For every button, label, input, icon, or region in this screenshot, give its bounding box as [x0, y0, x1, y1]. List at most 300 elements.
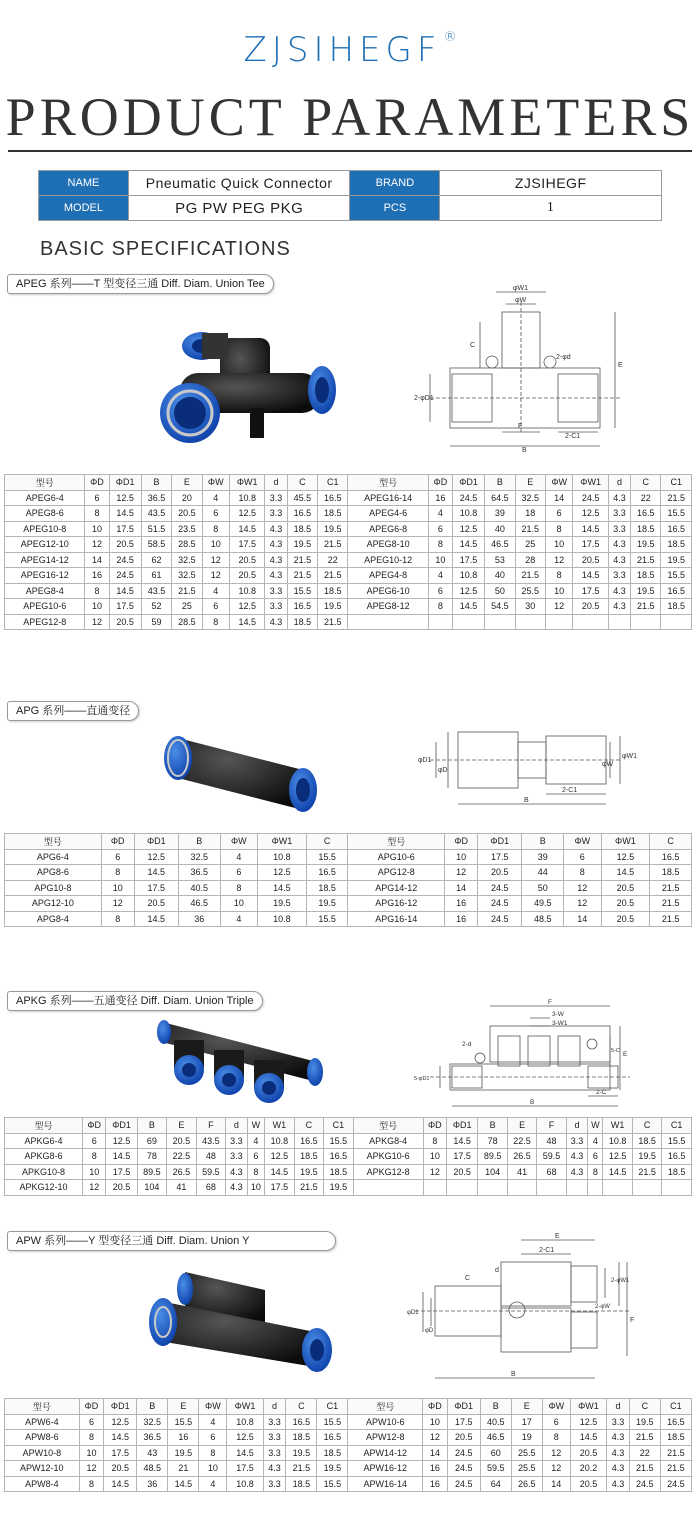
- table-cell: 20.5: [109, 614, 141, 630]
- table-cell: 20.5: [229, 568, 265, 584]
- table-cell: 4: [199, 1414, 227, 1430]
- apeg-header-cell: d: [608, 475, 630, 491]
- table-cell: 21.5: [650, 896, 692, 912]
- table-cell: 12.5: [570, 1414, 606, 1430]
- table-cell: APKG12-8: [353, 1164, 423, 1180]
- table-cell: 20.5: [109, 537, 141, 553]
- table-cell: [661, 614, 692, 630]
- table-cell: 40.5: [178, 880, 220, 896]
- apkg-header-cell: 型号: [353, 1118, 423, 1134]
- apw-header-cell: B: [137, 1399, 168, 1415]
- table-cell: 14.5: [601, 865, 650, 881]
- table-cell: 6: [79, 1414, 104, 1430]
- table-cell: 16: [445, 896, 478, 912]
- table-cell: 12.5: [134, 849, 178, 865]
- table-cell: 8: [199, 1445, 227, 1461]
- table-cell: 17.5: [229, 537, 265, 553]
- table-cell: 16: [428, 490, 452, 506]
- table-row: [5, 1461, 692, 1477]
- apeg-header-cell: B: [485, 475, 515, 491]
- table-cell: 4.3: [608, 537, 630, 553]
- apkg-header-cell: E: [507, 1118, 536, 1134]
- table-cell: 8: [542, 1430, 570, 1446]
- table-cell: 48.5: [522, 911, 564, 927]
- table-cell: 4.3: [226, 1180, 248, 1196]
- table-cell: 46.5: [480, 1430, 511, 1446]
- table-cell: 12: [202, 568, 229, 584]
- apeg-header-cell: C1: [318, 475, 348, 491]
- table-cell: 12: [445, 865, 478, 881]
- table-cell: 15.5: [287, 583, 317, 599]
- apw-header-cell: B: [480, 1399, 511, 1415]
- table-cell: 19.5: [317, 1461, 348, 1477]
- table-cell: 20.5: [167, 1133, 196, 1149]
- table-cell: 89.5: [137, 1164, 166, 1180]
- table-cell: 10: [220, 896, 258, 912]
- table-cell: 6: [101, 849, 134, 865]
- table-cell: 21.5: [515, 521, 545, 537]
- apg-header-cell: C: [650, 834, 692, 850]
- table-cell: 16.5: [324, 1149, 353, 1165]
- table-cell: 12: [542, 1445, 570, 1461]
- table-cell: APEG8-6: [5, 506, 85, 522]
- apw-header-cell: ΦW1: [227, 1399, 263, 1415]
- table-cell: 10.8: [227, 1414, 263, 1430]
- table-cell: 12.5: [227, 1430, 263, 1446]
- table-cell: 19.5: [286, 1445, 317, 1461]
- table-cell: 25: [172, 599, 202, 615]
- apeg-spec-table: [4, 474, 692, 630]
- brand-logo: [0, 30, 700, 70]
- table-row: [5, 896, 692, 912]
- table-cell: 15.5: [168, 1414, 199, 1430]
- table-cell: 6: [220, 865, 258, 881]
- table-cell: 14.5: [227, 1445, 263, 1461]
- table-cell: 36.5: [137, 1430, 168, 1446]
- table-cell: 78: [137, 1149, 166, 1165]
- table-cell: 14.5: [104, 1476, 137, 1492]
- table-cell: 16.5: [662, 1149, 692, 1165]
- table-cell: 14.5: [168, 1476, 199, 1492]
- table-cell: 14: [542, 1476, 570, 1492]
- table-cell: 6: [545, 506, 572, 522]
- table-cell: 20.5: [573, 599, 609, 615]
- table-cell: [447, 1180, 478, 1196]
- table-cell: 23.5: [172, 521, 202, 537]
- table-cell: 69: [137, 1133, 166, 1149]
- apeg-dim-f: F: [518, 423, 523, 430]
- table-cell: APEG6-8: [348, 521, 428, 537]
- table-cell: APG10-6: [348, 849, 445, 865]
- product-info-table: [38, 170, 662, 221]
- apeg-header-cell: B: [141, 475, 171, 491]
- table-cell: 24.5: [109, 552, 141, 568]
- apg-header-cell: ΦW: [564, 834, 602, 850]
- table-cell: 24.5: [452, 490, 484, 506]
- table-cell: 10: [83, 1164, 106, 1180]
- table-cell: 24.5: [660, 1476, 691, 1492]
- table-cell: 8: [247, 1164, 265, 1180]
- apkg-header-cell: C1: [324, 1118, 353, 1134]
- table-cell: 12.5: [601, 849, 650, 865]
- table-cell: 59.5: [480, 1461, 511, 1477]
- table-cell: 17.5: [106, 1164, 137, 1180]
- table-cell: 21: [168, 1461, 199, 1477]
- table-cell: 4: [247, 1133, 265, 1149]
- table-cell: 14.5: [229, 614, 265, 630]
- table-cell: 24.5: [478, 880, 522, 896]
- table-cell: 12.5: [258, 865, 307, 881]
- table-row: [5, 1133, 692, 1149]
- table-cell: 18.5: [632, 1133, 661, 1149]
- registered-mark: ®: [443, 30, 457, 45]
- apw-dim-c1: 2-C1: [539, 1247, 555, 1254]
- table-cell: 16.5: [306, 865, 348, 881]
- table-cell: 10.8: [229, 490, 265, 506]
- table-cell: APKG10-8: [5, 1164, 83, 1180]
- table-cell: APKG8-6: [5, 1149, 83, 1165]
- table-cell: 19.5: [318, 599, 348, 615]
- table-cell: 14.5: [134, 911, 178, 927]
- table-cell: 3.3: [608, 521, 630, 537]
- table-cell: 10.8: [452, 568, 484, 584]
- apw-dim-f: F: [630, 1317, 635, 1324]
- table-cell: 16.5: [286, 1414, 317, 1430]
- table-cell: 40: [485, 521, 515, 537]
- apeg-dim-b: B: [522, 447, 527, 454]
- table-cell: 4: [220, 849, 258, 865]
- table-cell: 20.5: [447, 1164, 478, 1180]
- table-cell: 22: [629, 1445, 660, 1461]
- table-cell: 4.3: [226, 1164, 248, 1180]
- table-cell: 18.5: [294, 1149, 323, 1165]
- apeg-header-cell: ΦW: [202, 475, 229, 491]
- apeg-dimension-diagram: [410, 282, 630, 454]
- table-cell: [631, 614, 661, 630]
- table-cell: [588, 1180, 603, 1196]
- apeg-header-cell: ΦD1: [109, 475, 141, 491]
- table-cell: 16: [423, 1461, 448, 1477]
- table-cell: 18.5: [631, 521, 661, 537]
- apg-header-cell: 型号: [348, 834, 445, 850]
- apkg-header-cell: d: [226, 1118, 248, 1134]
- apg-header-cell: 型号: [5, 834, 102, 850]
- apw-header-cell: 型号: [5, 1399, 80, 1415]
- table-cell: 18.5: [650, 865, 692, 881]
- table-cell: 32.5: [137, 1414, 168, 1430]
- apg-dim-d1: φD1: [418, 757, 432, 764]
- table-row: [5, 865, 692, 881]
- table-cell: 21.5: [318, 537, 348, 553]
- table-cell: APEG14-12: [5, 552, 85, 568]
- table-cell: 19.5: [287, 537, 317, 553]
- table-cell: 14.5: [106, 1149, 137, 1165]
- apeg-header-cell: 型号: [348, 475, 428, 491]
- table-cell: 18.5: [286, 1476, 317, 1492]
- table-cell: 14.5: [265, 1164, 294, 1180]
- apkg-header-cell: F: [196, 1118, 225, 1134]
- table-cell: 24.5: [478, 911, 522, 927]
- table-cell: 4.3: [608, 552, 630, 568]
- table-cell: 6: [588, 1149, 603, 1165]
- table-cell: [515, 614, 545, 630]
- table-row: [5, 1149, 692, 1165]
- table-cell: 30: [515, 599, 545, 615]
- table-cell: 61: [141, 568, 171, 584]
- apg-header-cell: ΦW: [220, 834, 258, 850]
- table-cell: 20.5: [447, 1430, 480, 1446]
- table-cell: 3.3: [265, 583, 287, 599]
- apg-dimension-diagram: [410, 720, 638, 810]
- table-cell: 20.5: [104, 1461, 137, 1477]
- apkg-header-cell: E: [167, 1118, 196, 1134]
- apw-dim-w: 2-φW: [595, 1304, 610, 1310]
- apw-dim-e: E: [555, 1233, 560, 1240]
- table-cell: 17.5: [447, 1414, 480, 1430]
- table-cell: APG6-4: [5, 849, 102, 865]
- table-cell: 68: [196, 1180, 225, 1196]
- apg-header-cell: B: [522, 834, 564, 850]
- apg-dim-w1: φW1: [622, 753, 638, 760]
- apw-header-cell: C: [286, 1399, 317, 1415]
- table-cell: 14: [545, 490, 572, 506]
- table-cell: 3.3: [263, 1430, 286, 1446]
- table-cell: APEG6-10: [348, 583, 428, 599]
- apkg-dim-f: F: [548, 999, 552, 1006]
- table-cell: 10: [423, 1414, 448, 1430]
- table-cell: 4: [428, 568, 452, 584]
- table-cell: [566, 1180, 588, 1196]
- apkg-header-cell: ΦD: [423, 1118, 446, 1134]
- table-cell: 4.3: [265, 568, 287, 584]
- table-cell: 32.5: [172, 552, 202, 568]
- table-cell: 24.5: [629, 1476, 660, 1492]
- table-cell: 17.5: [265, 1180, 294, 1196]
- apw-header-cell: ΦD: [423, 1399, 448, 1415]
- apeg-dim-e: E: [618, 362, 623, 369]
- table-cell: 18.5: [324, 1164, 353, 1180]
- table-cell: 25.5: [511, 1461, 542, 1477]
- table-cell: 4.3: [566, 1164, 588, 1180]
- table-cell: 12.5: [106, 1133, 137, 1149]
- table-cell: [632, 1180, 661, 1196]
- table-cell: 4.3: [607, 1445, 630, 1461]
- table-cell: 40.5: [480, 1414, 511, 1430]
- table-cell: 14.5: [573, 521, 609, 537]
- apg-dim-c1: 2-C1: [562, 787, 578, 794]
- table-cell: 3.3: [608, 506, 630, 522]
- apeg-header-cell: d: [265, 475, 287, 491]
- table-cell: 10: [423, 1149, 446, 1165]
- table-cell: APG8-4: [5, 911, 102, 927]
- table-cell: 18.5: [631, 568, 661, 584]
- table-cell: 12: [545, 552, 572, 568]
- table-cell: 8: [101, 865, 134, 881]
- apw-header-cell: ΦD1: [104, 1399, 137, 1415]
- table-cell: 10: [79, 1445, 104, 1461]
- table-cell: 21.5: [172, 583, 202, 599]
- apw-header-cell: d: [607, 1399, 630, 1415]
- table-cell: 4.3: [608, 490, 630, 506]
- table-cell: 28.5: [172, 614, 202, 630]
- name-value: Pneumatic Quick Connector: [128, 171, 350, 196]
- table-cell: APEG4-8: [348, 568, 428, 584]
- table-cell: 4: [220, 911, 258, 927]
- apeg-header-row: [5, 475, 692, 491]
- table-cell: 16: [445, 911, 478, 927]
- table-cell: 32.5: [178, 849, 220, 865]
- apkg-dim-d1: 5-φD1: [414, 1076, 430, 1082]
- table-cell: 25: [515, 537, 545, 553]
- table-cell: 14.5: [452, 537, 484, 553]
- table-cell: 20.5: [106, 1180, 137, 1196]
- table-cell: 15.5: [324, 1133, 353, 1149]
- table-cell: 4.3: [607, 1461, 630, 1477]
- table-cell: APW12-8: [348, 1430, 423, 1446]
- table-cell: 12: [423, 1164, 446, 1180]
- apeg-header-cell: C: [287, 475, 317, 491]
- apeg-header-cell: C1: [661, 475, 692, 491]
- apw-dim-dd: φD: [425, 1328, 434, 1334]
- apeg-dim-c1: 2-C1: [565, 433, 581, 440]
- table-cell: 40: [485, 568, 515, 584]
- apkg-header-cell: C1: [662, 1118, 692, 1134]
- table-cell: 18.5: [661, 599, 692, 615]
- table-row: [5, 1430, 692, 1446]
- apw-header-cell: C1: [317, 1399, 348, 1415]
- table-cell: 20.5: [570, 1476, 606, 1492]
- apeg-product-photo: [150, 318, 340, 453]
- table-cell: 20.5: [478, 865, 522, 881]
- table-cell: 12: [564, 880, 602, 896]
- table-cell: 10: [545, 583, 572, 599]
- table-cell: 14.5: [258, 880, 307, 896]
- table-cell: 104: [478, 1164, 507, 1180]
- table-cell: 18: [515, 506, 545, 522]
- apkg-dim-w1: 3-W1: [552, 1020, 568, 1027]
- apeg-header-cell: C: [631, 475, 661, 491]
- table-cell: 21.5: [631, 599, 661, 615]
- table-cell: 3.3: [263, 1445, 286, 1461]
- table-cell: 52: [141, 599, 171, 615]
- apw-product-photo: [145, 1262, 335, 1382]
- table-cell: [507, 1180, 536, 1196]
- table-cell: [608, 614, 630, 630]
- apg-product-photo: [158, 730, 323, 820]
- table-cell: APG16-14: [348, 911, 445, 927]
- apw-dim-d1: φD1: [407, 1310, 419, 1316]
- table-cell: 6: [202, 506, 229, 522]
- apeg-header-cell: ΦW1: [573, 475, 609, 491]
- apkg-dim-c: 5-C: [611, 1048, 620, 1054]
- table-cell: 21.5: [629, 1461, 660, 1477]
- table-cell: 6: [202, 599, 229, 615]
- table-cell: 28: [515, 552, 545, 568]
- apw-header-cell: ΦW: [199, 1399, 227, 1415]
- apkg-dim-w: 3-W: [552, 1011, 564, 1018]
- table-cell: 10.8: [452, 506, 484, 522]
- table-cell: 3.3: [226, 1133, 248, 1149]
- apw-header-cell: E: [168, 1399, 199, 1415]
- table-cell: 39: [485, 506, 515, 522]
- table-cell: [545, 614, 572, 630]
- apkg-header-cell: C: [632, 1118, 661, 1134]
- table-cell: 16.5: [650, 849, 692, 865]
- table-cell: APG12-8: [348, 865, 445, 881]
- table-cell: 18.5: [286, 1430, 317, 1446]
- table-cell: APW16-14: [348, 1476, 423, 1492]
- table-cell: 59: [141, 614, 171, 630]
- table-cell: 17.5: [227, 1461, 263, 1477]
- table-row: [5, 1164, 692, 1180]
- table-cell: 8: [564, 865, 602, 881]
- table-cell: APEG8-10: [348, 537, 428, 553]
- table-cell: 24.5: [447, 1476, 480, 1492]
- apg-header-cell: B: [178, 834, 220, 850]
- table-cell: 18.5: [318, 583, 348, 599]
- table-cell: 16.5: [294, 1133, 323, 1149]
- table-cell: 18.5: [662, 1164, 692, 1180]
- table-cell: 10: [199, 1461, 227, 1477]
- apeg-header-cell: ΦD: [428, 475, 452, 491]
- table-cell: 12: [542, 1461, 570, 1477]
- apw-header-cell: ΦD1: [447, 1399, 480, 1415]
- title-divider: [8, 150, 692, 152]
- table-cell: APG14-12: [348, 880, 445, 896]
- table-cell: 17: [511, 1414, 542, 1430]
- table-cell: 4.3: [607, 1476, 630, 1492]
- table-row: [5, 552, 692, 568]
- table-row: [5, 911, 692, 927]
- table-cell: 20.5: [601, 911, 650, 927]
- table-cell: APEG12-10: [5, 537, 85, 553]
- table-cell: 3.3: [265, 599, 287, 615]
- table-cell: 14: [564, 911, 602, 927]
- table-row: [5, 614, 692, 630]
- apkg-section-label: APKG 系列——五通变径 Diff. Diam. Union Triple: [7, 991, 263, 1011]
- name-label: NAME: [39, 171, 129, 196]
- table-cell: 19.5: [661, 552, 692, 568]
- table-cell: 3.3: [608, 568, 630, 584]
- table-cell: 20.5: [570, 1445, 606, 1461]
- table-cell: 12.5: [265, 1149, 294, 1165]
- table-cell: APW10-6: [348, 1414, 423, 1430]
- table-cell: 54.5: [485, 599, 515, 615]
- table-cell: 14.5: [447, 1133, 478, 1149]
- apkg-header-cell: W1: [265, 1118, 294, 1134]
- table-cell: 19.5: [629, 1414, 660, 1430]
- apw-dimension-diagram: [405, 1232, 640, 1387]
- apkg-header-cell: C: [294, 1118, 323, 1134]
- table-cell: 19.5: [632, 1149, 661, 1165]
- table-cell: 4: [202, 490, 229, 506]
- table-cell: APKG8-4: [353, 1133, 423, 1149]
- table-cell: 43.5: [196, 1133, 225, 1149]
- apw-dim-w1: 2-φW1: [611, 1278, 630, 1284]
- apeg-header-cell: ΦD1: [452, 475, 484, 491]
- table-cell: 21.5: [660, 1461, 691, 1477]
- table-cell: 18.5: [287, 521, 317, 537]
- table-cell: 16: [85, 568, 109, 584]
- table-cell: APKG10-6: [353, 1149, 423, 1165]
- table-cell: 18.5: [661, 537, 692, 553]
- table-cell: APKG12-10: [5, 1180, 83, 1196]
- table-cell: 60: [480, 1445, 511, 1461]
- table-cell: [485, 614, 515, 630]
- table-cell: 46.5: [178, 896, 220, 912]
- table-cell: 41: [167, 1180, 196, 1196]
- table-cell: 17.5: [573, 537, 609, 553]
